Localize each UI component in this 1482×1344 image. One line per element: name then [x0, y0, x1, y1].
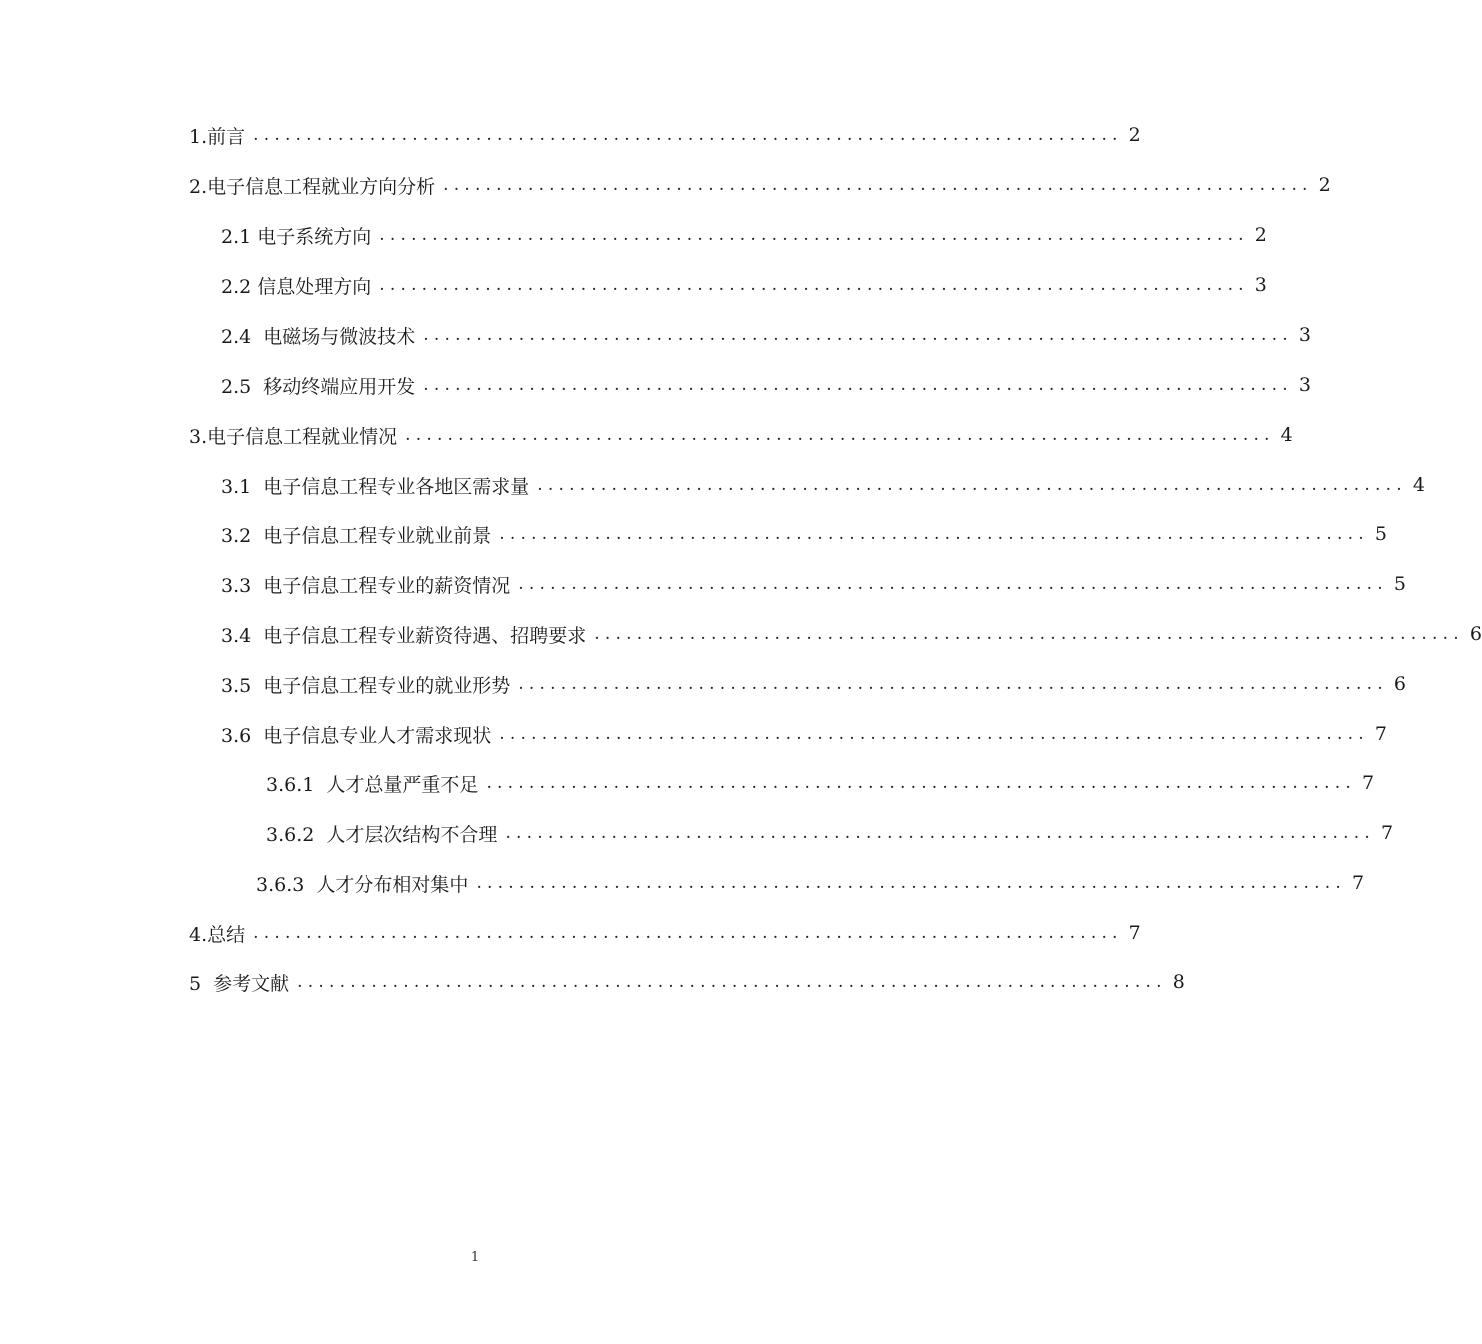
toc-entry[interactable]	[0, 917, 1141, 949]
toc-entry[interactable]	[0, 817, 1394, 849]
toc-entry-label: 3.电子信息工程就业情况	[189, 425, 398, 448]
toc-entry[interactable]	[0, 618, 1482, 650]
toc-entry[interactable]	[0, 966, 1185, 998]
page-number: 1	[470, 1250, 480, 1265]
dot-leader: ..................................................................................	[594, 624, 1464, 644]
toc-entry[interactable]	[0, 169, 1331, 201]
toc-entry[interactable]	[0, 119, 1141, 151]
toc-entry[interactable]	[0, 369, 1311, 401]
toc-entry[interactable]	[0, 319, 1311, 351]
toc-entry[interactable]	[0, 718, 1387, 750]
dot-leader: ..................................................................................	[379, 275, 1249, 295]
toc-entry-page: 3	[1298, 374, 1311, 396]
toc-entry[interactable]	[0, 269, 1267, 301]
dot-leader: ..................................................................................	[423, 325, 1293, 345]
toc-entry-label: 3.6.3 人才分布相对集中	[256, 873, 469, 896]
dot-leader: ..................................................................................	[379, 225, 1249, 245]
toc-entry-label: 2.2 信息处理方向	[221, 275, 372, 298]
toc-entry-page: 3	[1298, 324, 1311, 346]
dot-leader: ..................................................................................	[499, 524, 1369, 544]
dot-leader: ..................................................................................	[253, 125, 1123, 145]
toc-entry-page: 2	[1254, 224, 1267, 246]
toc-entry-page: 3	[1254, 274, 1267, 296]
toc-entry-label: 3.2 电子信息工程专业就业前景	[221, 524, 492, 547]
toc-entry-page: 2	[1128, 124, 1141, 146]
toc-entry[interactable]	[0, 219, 1267, 251]
toc-entry-label: 3.5 电子信息工程专业的就业形势	[221, 674, 511, 697]
dot-leader: ..................................................................................	[505, 823, 1375, 843]
toc-entry-page: 6	[1393, 673, 1406, 695]
toc-entry[interactable]	[0, 419, 1293, 451]
toc-entry-page: 4	[1412, 474, 1425, 496]
dot-leader: ..................................................................................	[537, 475, 1407, 495]
toc-entry-label: 5 参考文献	[189, 972, 290, 995]
toc-entry-page: 4	[1280, 424, 1293, 446]
toc-entry-label: 4.总结	[189, 923, 246, 946]
toc-entry-label: 3.1 电子信息工程专业各地区需求量	[221, 475, 530, 498]
toc-entry[interactable]	[0, 568, 1406, 600]
dot-leader: ..................................................................................	[443, 175, 1313, 195]
dot-leader: ..................................................................................	[253, 923, 1123, 943]
toc-entry-page: 2	[1318, 174, 1331, 196]
dot-leader: ..................................................................................	[499, 724, 1369, 744]
toc-entry[interactable]	[0, 469, 1425, 501]
dot-leader: ..................................................................................	[486, 773, 1356, 793]
toc-entry-label: 2.电子信息工程就业方向分析	[189, 175, 436, 198]
toc-entry-label: 2.4 电磁场与微波技术	[221, 325, 416, 348]
toc-entry-label: 3.3 电子信息工程专业的薪资情况	[221, 574, 511, 597]
toc-entry-page: 7	[1374, 723, 1387, 745]
toc-entry-label: 3.6.2 人才层次结构不合理	[266, 823, 498, 846]
toc-entry-label: 3.6.1 人才总量严重不足	[266, 773, 479, 796]
toc-entry-label: 2.5 移动终端应用开发	[221, 375, 416, 398]
toc-entry-page: 7	[1128, 922, 1141, 944]
toc-entry[interactable]	[0, 668, 1406, 700]
dot-leader: ..................................................................................	[297, 972, 1167, 992]
dot-leader: ..................................................................................	[405, 425, 1275, 445]
dot-leader: ..................................................................................	[518, 574, 1388, 594]
toc-entry-page: 7	[1361, 772, 1375, 794]
toc-entry-label: 3.4 电子信息工程专业薪资待遇、招聘要求	[221, 624, 587, 647]
dot-leader: ..................................................................................	[518, 674, 1388, 694]
toc-entry-page: 5	[1374, 523, 1387, 545]
dot-leader: ..................................................................................	[423, 375, 1293, 395]
toc-entry[interactable]	[0, 767, 1375, 799]
toc-entry-page: 7	[1351, 872, 1365, 894]
toc-entry-page: 7	[1380, 822, 1394, 844]
toc-entry-label: 2.1 电子系统方向	[221, 225, 372, 248]
dot-leader: ..................................................................................	[476, 873, 1346, 893]
toc-entry-page: 6	[1469, 623, 1482, 645]
toc-entry-label: 3.6 电子信息专业人才需求现状	[221, 724, 492, 747]
toc-entry[interactable]	[0, 518, 1387, 550]
toc-entry[interactable]	[0, 867, 1365, 899]
toc-entry-label: 1.前言	[189, 125, 246, 148]
toc-entry-page: 8	[1172, 971, 1185, 993]
toc-entry-page: 5	[1393, 573, 1406, 595]
